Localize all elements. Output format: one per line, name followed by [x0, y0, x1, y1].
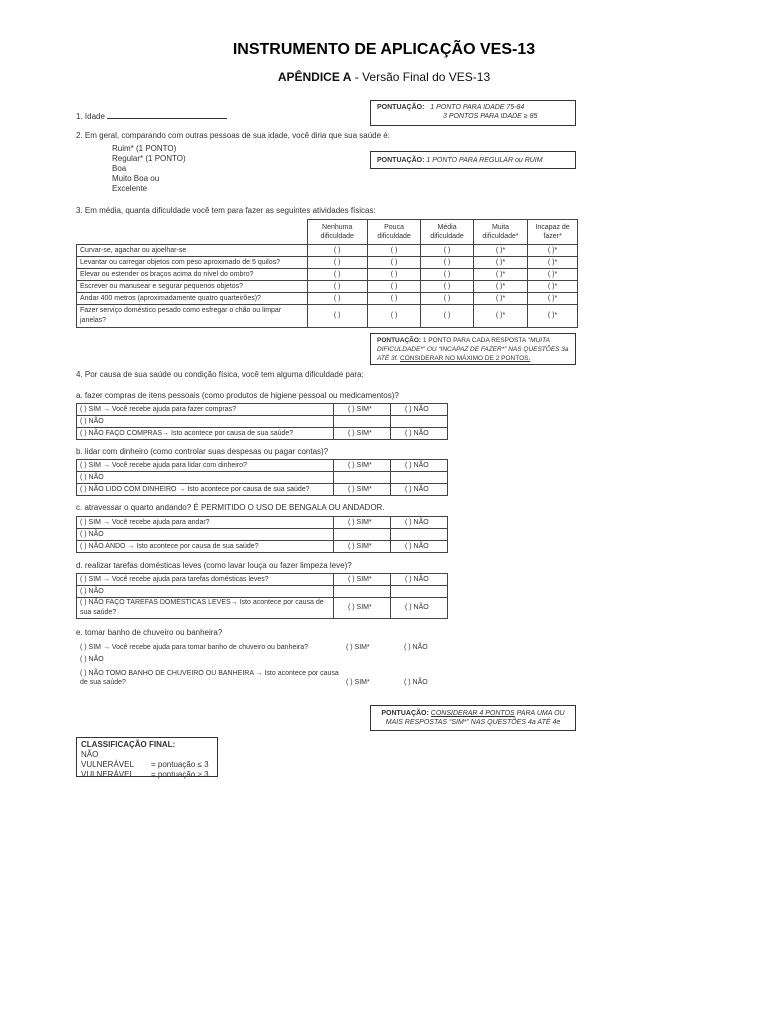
- table-row: [77, 416, 448, 428]
- table-row: [77, 460, 448, 472]
- q3-score-box: [370, 333, 576, 365]
- answer-cell[interactable]: ( ): [307, 269, 367, 281]
- q4a-row3[interactable]: ( ) NÃO FAÇO COMPRAS→ Isto acontece por causa de sua saúde?: [77, 428, 334, 440]
- activity-label: Curvar-se, agachar ou ajoelhar-se: [77, 245, 308, 257]
- sim-option[interactable]: ( ) SIM*: [334, 404, 391, 416]
- nao-option[interactable]: ( ) NÃO: [391, 517, 448, 529]
- answer-cell[interactable]: ( ): [421, 293, 474, 305]
- final-classification-box: [76, 737, 218, 777]
- q4e-nao-3[interactable]: ( ) NÃO: [404, 679, 428, 686]
- table-row: [77, 281, 578, 293]
- q4-score-box: [370, 705, 576, 731]
- nao-option[interactable]: ( ) NÃO: [391, 428, 448, 440]
- activity-label: Levantar ou carregar objetos com peso aproximado de 5 quilos?: [77, 257, 308, 269]
- q4-score-label: PONTUAÇÃO:: [381, 710, 429, 717]
- option-boa[interactable]: Boa: [112, 164, 127, 173]
- appendix-description: - Versão Final do VES-13: [351, 70, 491, 84]
- q1-score-line2: 3 PONTOS PARA IDADE ≥ 85: [443, 113, 538, 120]
- q4b-title: b. lidar com dinheiro (como controlar suas despesas ou pagar contas)?: [76, 447, 329, 456]
- q3-score-condition: “MUITA DIFICULDADE*” OU “INCAPAZ DE FAZER*” NAS QUESTÕES 3a ATÉ 3f.: [377, 337, 569, 362]
- answer-cell[interactable]: ( ): [307, 245, 367, 257]
- answer-cell[interactable]: ( )*: [528, 245, 578, 257]
- answer-cell[interactable]: ( ): [367, 245, 420, 257]
- activity-label: Andar 400 metros (aproximadamente quatro quarteirões)?: [77, 293, 308, 305]
- q4b-row2[interactable]: ( ) NÃO: [77, 472, 334, 484]
- sim-option[interactable]: ( ) SIM*: [334, 598, 391, 619]
- answer-cell[interactable]: ( ): [307, 305, 367, 328]
- q4e-title: e. tomar banho de chuveiro ou banheira?: [76, 628, 223, 637]
- table-row: [77, 257, 578, 269]
- table-row: [77, 245, 578, 257]
- sim-option[interactable]: ( ) SIM*: [334, 574, 391, 586]
- sim-option[interactable]: ( ) SIM*: [334, 541, 391, 553]
- q1-score-box: [370, 100, 576, 126]
- q4-score-condition: PARA UMA OU MAIS RESPOSTAS “SIM*” NAS QUESTÕES 4a ATÉ 4e: [385, 710, 565, 726]
- answer-cell[interactable]: ( ): [421, 257, 474, 269]
- q4c-row3[interactable]: ( ) NÃO ANDO → Isto acontece por causa de sua saúde?: [77, 541, 334, 553]
- q4e-nao-1[interactable]: ( ) NÃO: [404, 644, 428, 651]
- option-ruim[interactable]: Ruim* (1 PONTO): [112, 144, 177, 153]
- table-row: [77, 484, 448, 496]
- q2-score-text: 1 PONTO PARA REGULAR ou RUIM: [426, 157, 543, 164]
- q3-score-max: CONSIDERAR NO MÁXIMO DE 2 PONTOS.: [400, 355, 531, 362]
- vulneravel-label: VULNERÁVEL: [81, 770, 134, 779]
- answer-cell[interactable]: ( ): [421, 245, 474, 257]
- q4a-row1[interactable]: ( ) SIM → Você recebe ajuda para fazer compras?: [77, 404, 334, 416]
- answer-cell[interactable]: ( )*: [528, 257, 578, 269]
- nao-option[interactable]: ( ) NÃO: [391, 598, 448, 619]
- q2-score-label: PONTUAÇÃO:: [377, 157, 425, 164]
- answer-cell[interactable]: ( ): [421, 269, 474, 281]
- sim-option[interactable]: ( ) SIM*: [334, 517, 391, 529]
- table-row: [77, 428, 448, 440]
- answer-cell[interactable]: ( )*: [473, 245, 527, 257]
- table-row: [77, 404, 448, 416]
- q4d-table: [76, 573, 448, 619]
- appendix-label: APÊNDICE A: [277, 70, 352, 84]
- q4c-table: [76, 516, 448, 553]
- q3-header-muita: Muita dificuldade*: [473, 220, 527, 245]
- sim-option[interactable]: ( ) SIM*: [334, 460, 391, 472]
- q3-difficulty-table: [76, 219, 578, 328]
- q4-score-points: CONSIDERAR 4 PONTOS: [430, 710, 515, 717]
- answer-cell[interactable]: ( )*: [528, 269, 578, 281]
- final-row-vulneravel: [81, 770, 213, 780]
- table-row: [77, 529, 448, 541]
- q4b-table: [76, 459, 448, 496]
- q4e-sim-1[interactable]: ( ) SIM*: [346, 644, 370, 651]
- q2-score-box: [370, 151, 576, 169]
- document-title: INSTRUMENTO DE APLICAÇÃO VES-13: [232, 41, 536, 58]
- table-row: [77, 586, 448, 598]
- table-row: [77, 541, 448, 553]
- q4a-table: [76, 403, 448, 440]
- answer-cell[interactable]: ( ): [307, 293, 367, 305]
- q4e-sim-3[interactable]: ( ) SIM*: [346, 679, 370, 686]
- q4a-title: a. fazer compras de itens pessoais (como produtos de higiene pessoal ou medicamentos)?: [76, 391, 399, 400]
- table-row: [77, 598, 448, 619]
- q4c-title: c. atravessar o quarto andando? É PERMITIDO O USO DE BENGALA OU ANDADOR.: [76, 503, 385, 512]
- question-3-label: 3. Em média, quanta dificuldade você tem para fazer as seguintes atividades físicas:: [76, 206, 376, 215]
- table-row: [77, 269, 578, 281]
- table-row: [77, 472, 448, 484]
- question-1-label: 1. Idade: [76, 112, 105, 121]
- answer-cell[interactable]: ( ): [367, 293, 420, 305]
- answer-cell[interactable]: ( )*: [528, 305, 578, 328]
- question-4-label: 4. Por causa de sua saúde ou condição física, você tem alguma dificuldade para:: [76, 370, 364, 379]
- q4d-row2[interactable]: ( ) NÃO: [77, 586, 334, 598]
- vulneravel-value: = pontuação ≥ 3: [151, 770, 209, 779]
- final-row-nao-vulneravel: [81, 750, 213, 770]
- answer-cell[interactable]: ( )*: [473, 305, 527, 328]
- q4d-row1[interactable]: ( ) SIM → Você recebe ajuda para tarefas domésticas leves?: [77, 574, 334, 586]
- q3-header-blank: [77, 220, 308, 245]
- q4a-row2[interactable]: ( ) NÃO: [77, 416, 334, 428]
- answer-cell[interactable]: ( )*: [528, 281, 578, 293]
- answer-cell[interactable]: ( ): [307, 257, 367, 269]
- sim-option[interactable]: ( ) SIM*: [334, 484, 391, 496]
- question-2-label: 2. Em geral, comparando com outras pessoas de sua idade, você diria que sua saúde é:: [76, 131, 390, 140]
- table-row: [77, 574, 448, 586]
- answer-cell[interactable]: ( )*: [473, 293, 527, 305]
- nao-option[interactable]: ( ) NÃO: [391, 460, 448, 472]
- q4e-row2[interactable]: ( ) NÃO: [80, 656, 104, 663]
- activity-label: Fazer serviço doméstico pesado como esfregar o chão ou limpar janelas?: [77, 305, 308, 328]
- q4d-row3[interactable]: ( ) NÃO FAÇO TAREFAS DOMÉSTICAS LEVES→ Isto acontece por causa de sua saúde?: [77, 598, 334, 619]
- q4e-row3[interactable]: ( ) NÃO TOMO BANHO DE CHUVEIRO OU BANHEIRA → Isto acontece por causa de sua saúde?: [80, 670, 339, 686]
- question-1: [76, 110, 227, 122]
- nao-option[interactable]: ( ) NÃO: [391, 541, 448, 553]
- activity-label: Escrever ou manusear e segurar pequenos objetos?: [77, 281, 308, 293]
- answer-cell[interactable]: ( ): [367, 269, 420, 281]
- q3-header-pouca: Pouca dificuldade: [367, 220, 420, 245]
- q3-score-rule: 1 PONTO PARA CADA RESPOSTA: [422, 337, 527, 344]
- q4c-row2[interactable]: ( ) NÃO: [77, 529, 334, 541]
- nao-vulneravel-label: NÃO VULNERÁVEL: [81, 750, 134, 769]
- q4b-row1[interactable]: ( ) SIM → Você recebe ajuda para lidar com dinheiro?: [77, 460, 334, 472]
- nao-vulneravel-value: = pontuação ≤ 3: [151, 760, 209, 769]
- final-classification-title: CLASSIFICAÇÃO FINAL:: [81, 740, 176, 749]
- q1-score-label: PONTUAÇÃO:: [377, 104, 425, 111]
- q1-score-line1: 1 PONTO PARA IDADE 75-84: [430, 104, 525, 111]
- answer-cell[interactable]: ( )*: [528, 293, 578, 305]
- answer-cell[interactable]: ( ): [367, 257, 420, 269]
- nao-option[interactable]: ( ) NÃO: [391, 404, 448, 416]
- sim-option[interactable]: ( ) SIM*: [334, 428, 391, 440]
- q4c-row1[interactable]: ( ) SIM → Você recebe ajuda para andar?: [77, 517, 334, 529]
- table-row: [77, 517, 448, 529]
- q4d-title: d. realizar tarefas domésticas leves (como lavar louça ou fazer limpeza leve)?: [76, 561, 352, 570]
- activity-label: Elevar ou estender os braços acima do nível do ombro?: [77, 269, 308, 281]
- option-excelente[interactable]: Excelente: [112, 184, 148, 193]
- answer-cell[interactable]: ( ): [307, 281, 367, 293]
- document-subtitle: [0, 70, 768, 84]
- nao-option[interactable]: ( ) NÃO: [391, 574, 448, 586]
- question-2-options: [112, 144, 186, 194]
- age-blank-line[interactable]: [107, 110, 227, 119]
- q3-header-nenhuma: Nenhuma dificuldade: [307, 220, 367, 245]
- table-row: [77, 293, 578, 305]
- option-muito-boa[interactable]: Muito Boa ou: [112, 174, 160, 183]
- answer-cell[interactable]: ( ): [367, 281, 420, 293]
- answer-cell[interactable]: ( ): [367, 305, 420, 328]
- q4e-row1[interactable]: ( ) SIM → Você recebe ajuda para tomar banho de chuveiro ou banheira?: [80, 644, 309, 651]
- answer-cell[interactable]: ( ): [421, 305, 474, 328]
- answer-cell[interactable]: ( ): [421, 281, 474, 293]
- answer-cell[interactable]: ( )*: [473, 257, 527, 269]
- q3-score-label: PONTUAÇÃO:: [377, 337, 422, 344]
- q3-header-media: Média dificuldade: [421, 220, 474, 245]
- option-regular[interactable]: Regular* (1 PONTO): [112, 154, 186, 163]
- q4b-row3[interactable]: ( ) NÃO LIDO COM DINHEIRO → Isto acontece por causa de sua saúde?: [77, 484, 334, 496]
- q3-header-incapaz: Incapaz de fazer*: [528, 220, 578, 245]
- answer-cell[interactable]: ( )*: [473, 281, 527, 293]
- nao-option[interactable]: ( ) NÃO: [391, 484, 448, 496]
- table-row: [77, 305, 578, 328]
- answer-cell[interactable]: ( )*: [473, 269, 527, 281]
